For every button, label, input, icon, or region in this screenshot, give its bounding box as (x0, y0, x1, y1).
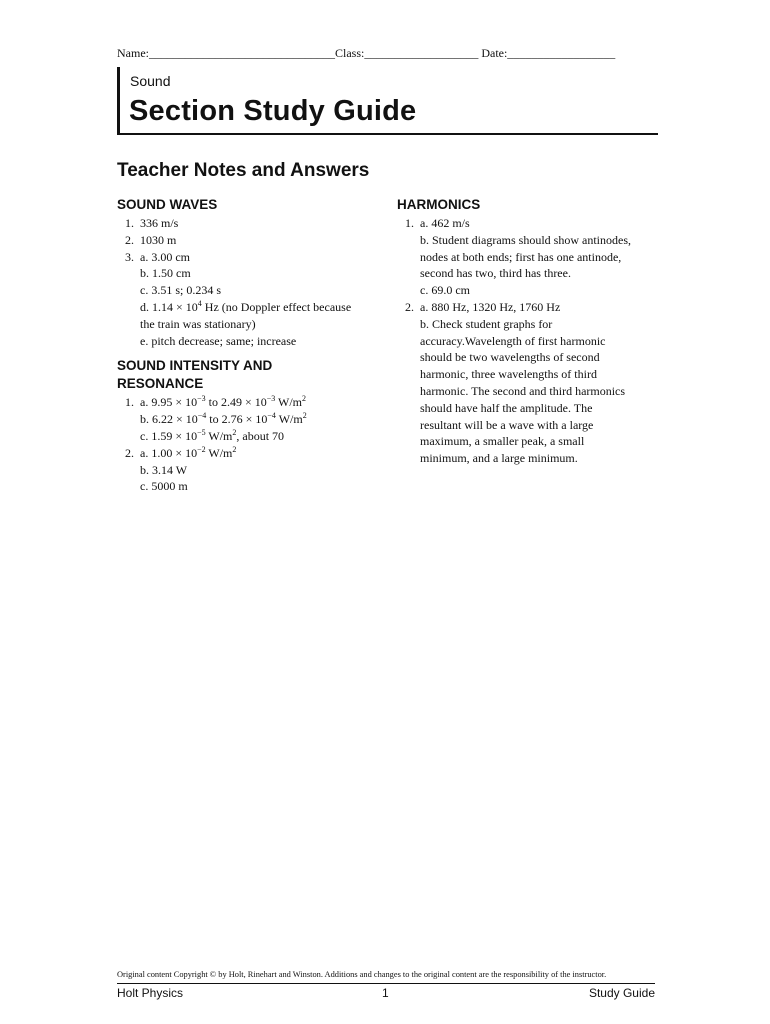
answer-text: maximum, a smaller peak, a small (420, 434, 585, 449)
answer-line (397, 299, 659, 316)
item-number: 1. (125, 216, 134, 230)
answer-line (117, 265, 379, 282)
item-number: 2. (405, 299, 414, 314)
answer-text: W/m (275, 395, 303, 410)
answer-text: , about 70 (236, 428, 285, 443)
answer-text: harmonic. The second and third harmonics (420, 383, 626, 398)
exponent: 2 (232, 427, 237, 437)
footer-guide-title: Study Guide (588, 986, 655, 1000)
answer-text: c. 1.59 × 10 (140, 428, 198, 443)
answer-line (117, 411, 379, 428)
answer-text: b. Check student graphs for (420, 316, 553, 331)
answer-text: Hz (no Doppler effect because (201, 299, 352, 314)
heading-line: SOUND INTENSITY AND (117, 358, 273, 374)
answer-text: second has two, third has three. (420, 266, 571, 281)
answer-text: harmonic, three wavelengths of third (420, 367, 597, 382)
answer-line (397, 366, 659, 383)
answer-line (117, 316, 379, 333)
answer-text: nodes at both ends; first has one antinode, (420, 249, 622, 264)
answer-line (117, 445, 379, 462)
answer-line (397, 282, 659, 299)
answer-line (117, 462, 379, 479)
answer-line (117, 478, 379, 495)
answer-line (117, 333, 379, 350)
answer-text: accuracy.Wavelength of first harmonic (420, 333, 606, 348)
answer-text: resultant will be a wave with a large (420, 417, 594, 432)
answer-line (397, 349, 659, 366)
exponent: 4 (197, 298, 202, 308)
answer-line (397, 433, 659, 450)
footer-divider (117, 983, 655, 984)
answer-text: should be two wavelengths of second (420, 350, 600, 365)
answer-text: W/m (205, 428, 233, 443)
answer-line (117, 394, 379, 411)
subject-label: Sound (130, 73, 171, 89)
answer-text: b. Student diagrams should show antinodes, (420, 232, 631, 247)
answer-text: a. 880 Hz, 1320 Hz, 1760 Hz (420, 299, 561, 314)
answer-text: 1030 m (140, 232, 177, 247)
answer-line (397, 417, 659, 434)
answer-line (117, 282, 379, 299)
exponent: −3 (197, 394, 206, 404)
answer-text: c. 69.0 cm (420, 283, 470, 298)
exponent: 2 (302, 394, 307, 404)
worksheet-header (117, 67, 658, 135)
exponent: −2 (197, 444, 206, 454)
right-column (397, 196, 659, 467)
exponent: 2 (302, 411, 307, 421)
exponent: −3 (266, 394, 276, 404)
answer-text: to 2.76 × 10 (206, 412, 268, 427)
answer-text: 336 m/s (140, 216, 179, 230)
exponent: −5 (197, 427, 206, 437)
answer-line (117, 299, 379, 316)
answer-line (397, 265, 659, 282)
section-heading-sound-intensity (117, 357, 379, 393)
section-heading-sound-waves: SOUND WAVES (117, 197, 218, 212)
notes-title: Teacher Notes and Answers (117, 160, 370, 181)
copyright-notice: Original content Copyright © by Holt, Rinehart and Winston. Additions and changes to the original content are the responsibility of the instructor. (117, 970, 607, 979)
answer-text: W/m (275, 412, 303, 427)
answer-text: c. 3.51 s; 0.234 s (140, 283, 221, 298)
answer-line (397, 383, 659, 400)
item-number: 1. (405, 216, 414, 230)
exponent: 2 (232, 444, 237, 454)
exponent: −4 (197, 411, 207, 421)
answer-text: a. 9.95 × 10 (140, 395, 198, 410)
answer-text: a. 1.00 × 10 (140, 445, 198, 460)
page-title: Section Study Guide (129, 95, 417, 127)
answer-line (397, 232, 659, 249)
answer-line (397, 400, 659, 417)
exponent: −4 (267, 411, 276, 421)
answer-text: e. pitch decrease; same; increase (140, 333, 297, 348)
item-number: 2. (125, 232, 134, 247)
item-number: 3. (125, 249, 134, 264)
page-number: 1 (382, 986, 389, 1000)
answer-line (117, 249, 379, 266)
answer-text: b. 1.50 cm (140, 266, 191, 281)
left-column (117, 196, 379, 495)
answer-text: minimum, and a large minimum. (420, 451, 578, 466)
answer-line (397, 215, 659, 232)
answer-line (397, 450, 659, 467)
answer-line (397, 316, 659, 333)
footer-book-title: Holt Physics (117, 986, 184, 1000)
item-number: 1. (125, 395, 134, 410)
answer-text: c. 5000 m (140, 479, 188, 494)
answer-text: the train was stationary) (140, 316, 256, 331)
answer-text: should have half the amplitude. The (420, 400, 593, 415)
answer-line (117, 428, 379, 445)
answer-line (397, 249, 659, 266)
answer-text: b. 6.22 × 10 (140, 412, 198, 427)
answer-text: W/m (205, 445, 233, 460)
answer-text: a. 462 m/s (420, 216, 470, 230)
answer-text: to 2.49 × 10 (205, 395, 267, 410)
section-heading-harmonics: HARMONICS (397, 197, 481, 212)
answer-line (397, 333, 659, 350)
answer-text: b. 3.14 W (140, 462, 188, 477)
answer-line (117, 232, 379, 249)
name-class-date-line: Name:_______________________________Class:___________________ Date:__________________ (117, 46, 616, 60)
answer-line (117, 215, 379, 232)
answer-text: d. 1.14 × 10 (140, 299, 198, 314)
item-number: 2. (125, 445, 134, 460)
heading-line: RESONANCE (117, 376, 204, 392)
answer-text: a. 3.00 cm (140, 249, 190, 264)
